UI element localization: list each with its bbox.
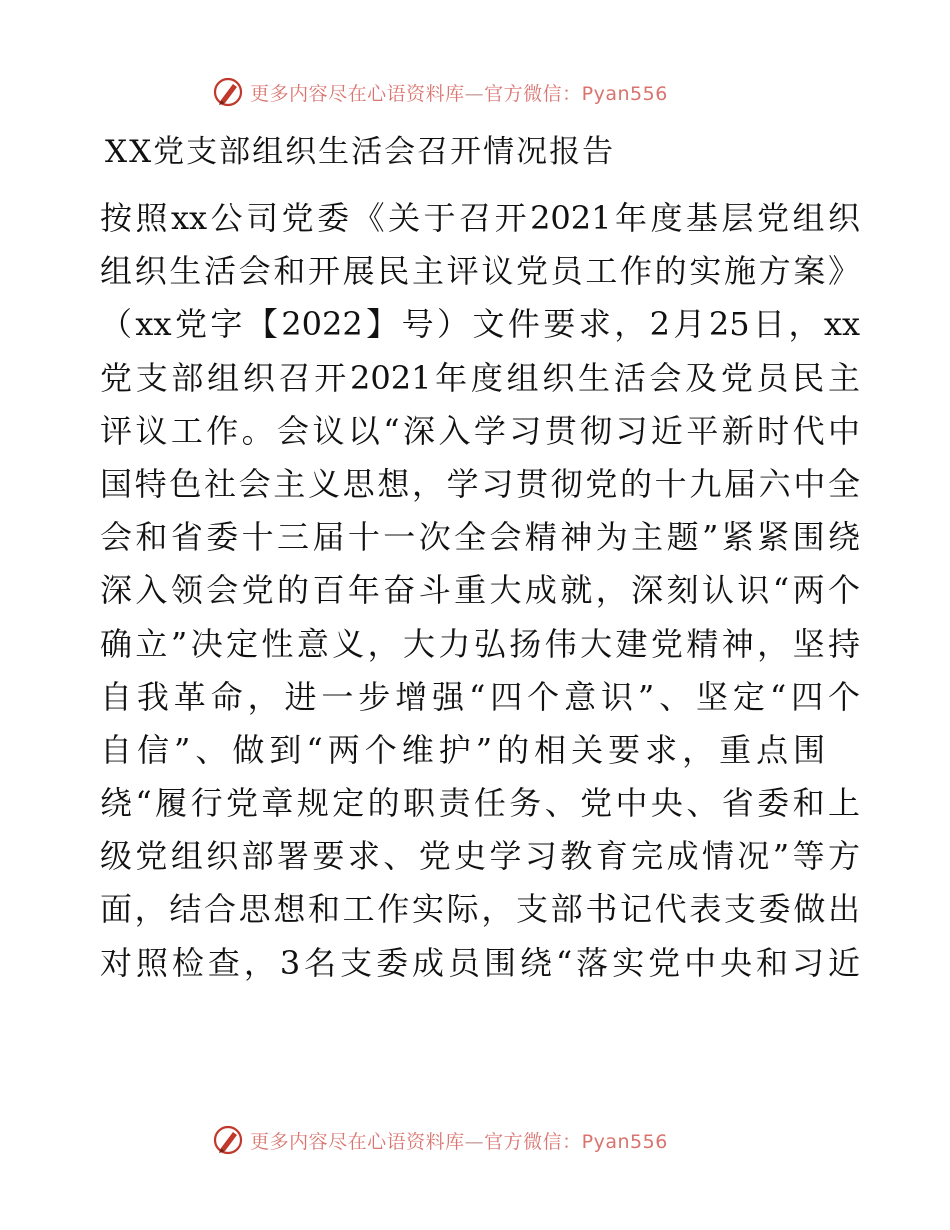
body-line: 确立”决定性意义，大力弘扬伟大建党精神，坚持 <box>100 624 860 663</box>
watermark-text: 更多内容尽在心语资料库—官方微信：Pyan556 <box>250 1130 668 1153</box>
document-title: XX党支部组织生活会召开情况报告 <box>105 134 616 170</box>
body-line: （xx党字【2022】号）文件要求，2月25日，xx <box>100 305 860 344</box>
watermark-header <box>0 72 950 112</box>
body-line: 会和省委十三届十一次全会精神为主题”紧紧围绕 <box>100 518 860 557</box>
pen-logo-icon <box>212 1124 244 1156</box>
pen-logo-icon <box>212 76 244 108</box>
body-line: 深入领会党的百年奋斗重大成就，深刻认识“两个 <box>100 571 860 610</box>
body-line: 按照xx公司党委《关于召开2021年度基层党组织 <box>100 199 860 237</box>
body-line: 对照检查，3名支委成员围绕“落实党中央和习近 <box>100 943 860 982</box>
body-line: 组织生活会和开展民主评议党员工作的实施方案》 <box>100 252 860 291</box>
body-line: 国特色社会主义思想，学习贯彻党的十九届六中全 <box>100 464 860 503</box>
body-line: 评议工作。会议以“深入学习贯彻习近平新时代中 <box>100 411 860 450</box>
body-line: 自我革命，进一步增强“四个意识”、坚定“四个 <box>100 677 860 716</box>
body-line: 自信”、做到“两个维护”的相关要求，重点围 <box>100 730 831 769</box>
body-line: 面，结合思想和工作实际，支部书记代表支委做出 <box>100 890 860 929</box>
body-line: 党支部组织召开2021年度组织生活会及党员民主 <box>100 358 860 397</box>
body-line: 绕“履行党章规定的职责任务、党中央、省委和上 <box>100 784 860 823</box>
watermark-text: 更多内容尽在心语资料库—官方微信：Pyan556 <box>250 82 668 105</box>
document-body <box>100 192 860 990</box>
watermark-footer <box>0 1120 950 1160</box>
body-line: 级党组织部署要求、党史学习教育完成情况”等方 <box>100 837 860 876</box>
